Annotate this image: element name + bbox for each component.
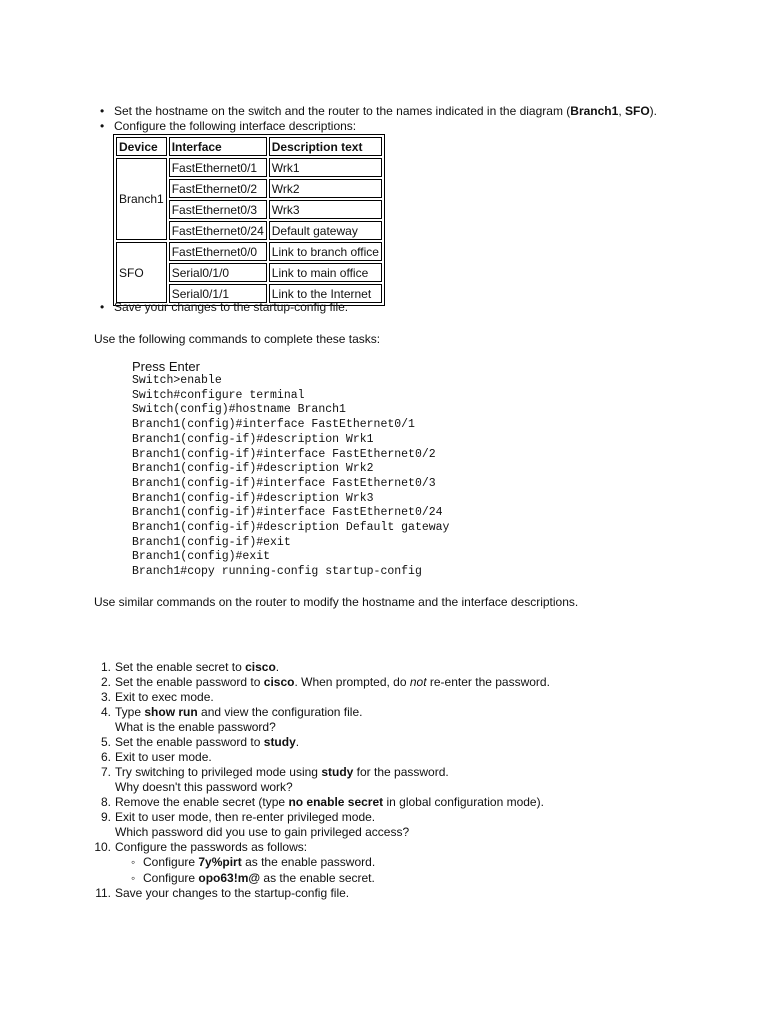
step-6: 6. Exit to user mode. <box>100 750 212 764</box>
step-11: 11. Save your changes to the startup-config file. <box>95 886 350 900</box>
step-10: 10. Configure the passwords as follows: <box>94 840 308 854</box>
step-4-question: What is the enable password? <box>115 720 276 734</box>
bullet-save: • Save your changes to the startup-config file. <box>100 300 740 315</box>
description-cell: Link to branch office <box>269 242 382 261</box>
description-cell: Link to main office <box>269 263 382 282</box>
interface-cell: Serial0/1/0 <box>169 263 267 282</box>
interface-table <box>113 134 385 306</box>
command-line: Branch1(config-if)#description Wrk3 <box>132 491 374 505</box>
command-line: Branch1(config)#exit <box>132 550 271 564</box>
step-1: 1. Set the enable secret to cisco. <box>100 660 280 674</box>
intro-text: Use the following commands to complete these tasks: <box>94 332 381 346</box>
table-header-row <box>116 137 382 156</box>
command-line: Branch1(config-if)#description Wrk2 <box>132 462 374 476</box>
step-5: 5. Set the enable password to study. <box>100 735 300 749</box>
interface-cell: FastEthernet0/3 <box>169 200 267 219</box>
description-cell: Wrk3 <box>269 200 382 219</box>
password-steps <box>94 660 734 901</box>
step-10-enable-password: ◦ Configure 7y%pirt as the enable password. <box>94 855 734 871</box>
command-line: Branch1(config-if)#interface FastEthernet0/2 <box>132 447 436 461</box>
step-3: 3. Exit to exec mode. <box>100 690 214 704</box>
description-cell: Wrk1 <box>269 158 382 177</box>
interface-cell: FastEthernet0/0 <box>169 242 267 261</box>
device-cell: SFO <box>116 242 167 303</box>
table-row <box>116 242 382 261</box>
step-4: 4. Type show run and view the configuration file. <box>100 705 363 719</box>
bullet-descriptions: • Configure the following interface descriptions: <box>100 119 740 134</box>
command-line: Branch1(config-if)#interface FastEthernet0/3 <box>132 476 436 490</box>
step-7-question: Why doesn't this password work? <box>115 780 293 794</box>
command-line: Branch1(config-if)#description Default gateway <box>132 521 450 535</box>
description-cell: Default gateway <box>269 221 382 240</box>
device-cell: Branch1 <box>116 158 167 240</box>
hostname-branch1: Branch1 <box>570 104 619 118</box>
press-enter-text: Press Enter <box>132 359 200 374</box>
step-8: 8. Remove the enable secret (type no enable secret in global configuration mode). <box>100 795 544 809</box>
step-7: 7. Try switching to privileged mode using study for the password. <box>100 765 449 779</box>
interface-cell: FastEthernet0/24 <box>169 221 267 240</box>
command-line: Branch1#copy running-config startup-config <box>132 565 422 579</box>
command-line: Switch>enable <box>132 374 222 387</box>
save-bullet-list <box>100 300 740 315</box>
command-line: Branch1(config-if)#interface FastEthernet0/24 <box>132 506 443 520</box>
header-interface: Interface <box>169 137 267 156</box>
command-line: Switch#configure terminal <box>132 388 305 402</box>
command-line: Switch(config)#hostname Branch1 <box>132 403 346 417</box>
command-line: Branch1(config-if)#description Wrk1 <box>132 432 374 446</box>
bullet-hostname: • Set the hostname on the switch and the router to the names indicated in the diagram (Branch1, SFO). <box>100 104 740 119</box>
interface-cell: Serial0/1/1 <box>169 284 267 303</box>
similar-commands-text: Use similar commands on the router to modify the hostname and the interface descriptions. <box>94 595 579 609</box>
command-line: Branch1(config-if)#exit <box>132 535 291 549</box>
step-10-enable-secret: ◦ Configure opo63!m@ as the enable secret. <box>94 871 734 887</box>
header-device: Device <box>116 137 167 156</box>
header-description: Description text <box>269 137 382 156</box>
description-cell: Wrk2 <box>269 179 382 198</box>
interface-cell: FastEthernet0/1 <box>169 158 267 177</box>
command-block <box>132 359 449 580</box>
step-9-question: Which password did you use to gain privileged access? <box>115 825 410 839</box>
task-bullets <box>100 104 740 134</box>
command-line: Branch1(config)#interface FastEthernet0/1 <box>132 418 415 432</box>
hostname-sfo: SFO <box>624 104 650 118</box>
description-cell: Link to the Internet <box>269 284 382 303</box>
table-row <box>116 158 382 177</box>
step-2: 2. Set the enable password to cisco. When prompted, do not re-enter the password. <box>100 675 550 689</box>
step-9: 9. Exit to user mode, then re-enter privileged mode. <box>100 810 376 824</box>
interface-cell: FastEthernet0/2 <box>169 179 267 198</box>
